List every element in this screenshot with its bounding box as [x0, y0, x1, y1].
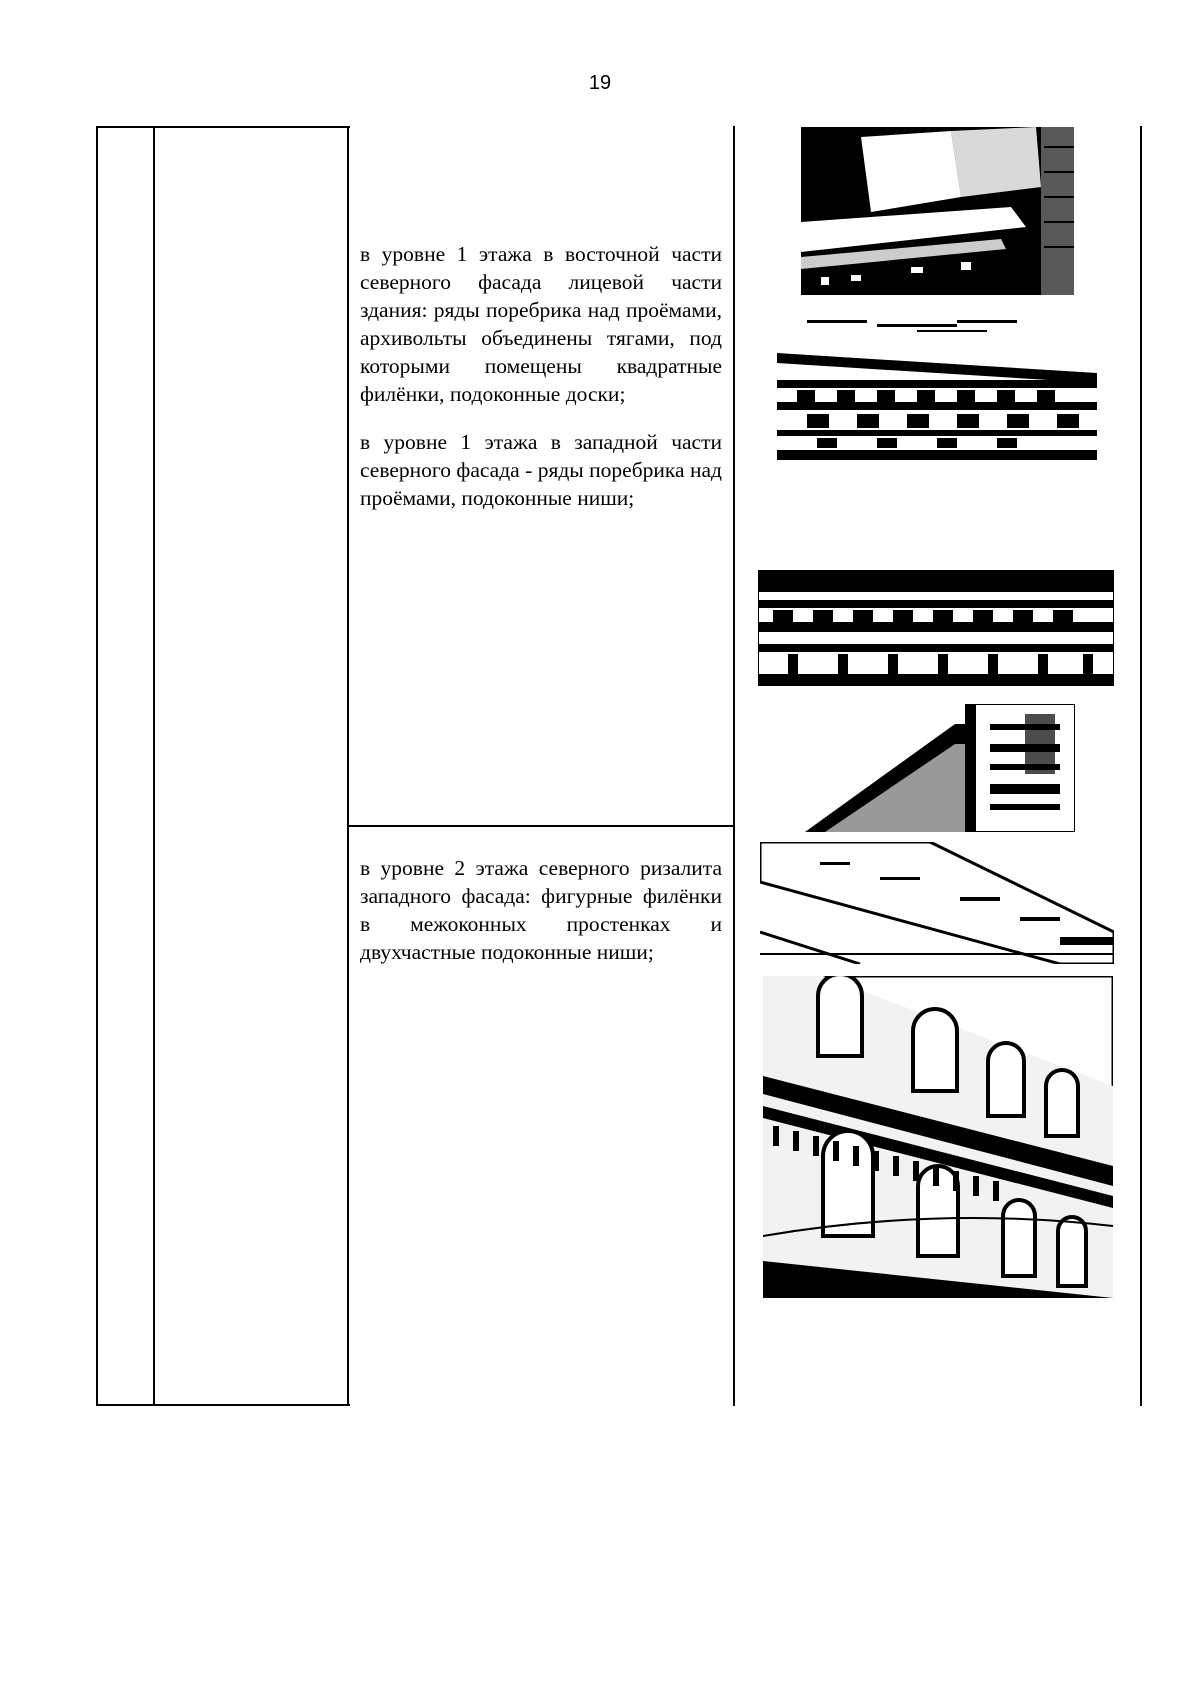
row1-paragraph-west: в уровне 1 этажа в западной части северного фасада - ряды поребрика над проёмами, подоконные ниши; [360, 430, 722, 510]
photo-angled-corner [805, 704, 1075, 832]
table-bottom-border [96, 1404, 350, 1406]
page-number: 19 [588, 72, 612, 94]
photo-cornice-perspective [760, 842, 1114, 964]
table-row-divider [347, 825, 735, 827]
photo-corner-cornice [801, 127, 1074, 295]
table-top-border [96, 126, 350, 128]
row2-paragraph: в уровне 2 этажа северного ризалита западного фасада: фигурные филёнки в межоконных простенках и двухчастные подоконные ниши; [360, 856, 722, 964]
row2-description [360, 854, 722, 986]
row1-description [360, 240, 722, 532]
table-column-divider-2 [347, 126, 349, 1406]
table-left-border [96, 126, 98, 1406]
table-right-border [1140, 126, 1142, 1406]
row1-paragraph-east: в уровне 1 этажа в восточной части северного фасада лицевой части здания: ряды поребрика над проёмами, архивольты объединены тягами, под которыми помещены квадратные филёнки, подоконные доски; [360, 242, 722, 406]
photo-brick-cornice-long [758, 570, 1114, 686]
photo-facade-arched-windows [763, 976, 1113, 1298]
table-column-divider-1 [153, 126, 155, 1406]
photo-brick-cornice [777, 318, 1097, 478]
table-column-divider-3 [733, 126, 735, 1406]
